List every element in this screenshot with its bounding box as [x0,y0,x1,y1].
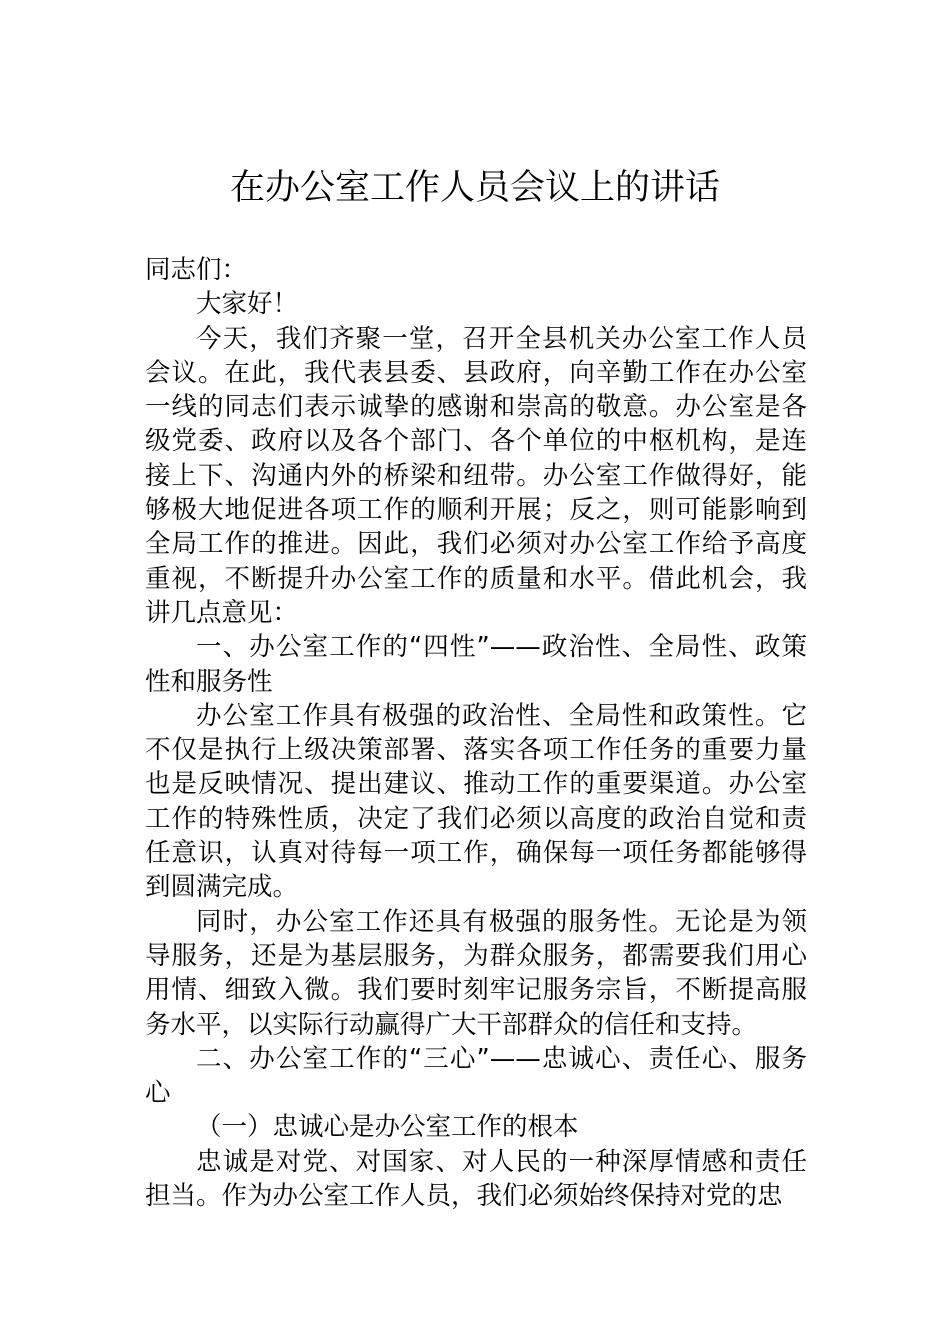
document-body [145,253,807,1213]
paragraph: 同时，办公室工作还具有极强的服务性。无论是为领导服务，还是为基层服务，为群众服务，都需要我们用心用情、细致入微。我们要时刻牢记服务宗旨，不断提高服务水平，以实际行动赢得广大干部群众的信任和支持。 [145,906,807,1040]
section-heading-2: 二、办公室工作的“三心”——忠诚心、责任心、服务心 [145,1043,807,1109]
paragraph: 忠诚是对党、对国家、对人民的一种深厚情感和责任担当。作为办公室工作人员，我们必须始终保持对党的忠 [145,1146,807,1212]
subsection-heading-1: （一）忠诚心是办公室工作的根本 [196,1112,579,1143]
section-heading-1: 一、办公室工作的“四性”——政治性、全局性、政策性和服务性 [145,632,807,697]
salutation: 同志们： [145,255,248,285]
paragraph: 办公室工作具有极强的政治性、全局性和政策性。它不仅是执行上级决策部署、落实各项工作任务的重要力量也是反映情况、提出建议、推动工作的重要渠道。办公室工作的特殊性质，决定了我们必须以高度的政治自觉和责任意识，认真对待每一项工作，确保每一项任务都能够得到圆满完成。 [145,700,807,903]
paragraph-intro: 今天，我们齐聚一堂，召开全县机关办公室工作人员会议。在此，我代表县委、县政府，向辛勤工作在办公室一线的同志们表示诚挚的感谢和崇高的敬意。办公室是各级党委、政府以及各个部门、各个单位的中枢机构，是连接上下、沟通内外的桥梁和纽带。办公室工作做得好，能够极大地促进各项工作的顺利开展；反之，则可能影响到全局工作的推进。因此，我们必须对办公室工作给予高度重视，不断提升办公室工作的质量和水平。借此机会，我讲几点意见： [145,323,807,628]
document-title: 在办公室工作人员会议上的讲话 [229,168,720,208]
greeting: 大家好！ [196,289,299,320]
